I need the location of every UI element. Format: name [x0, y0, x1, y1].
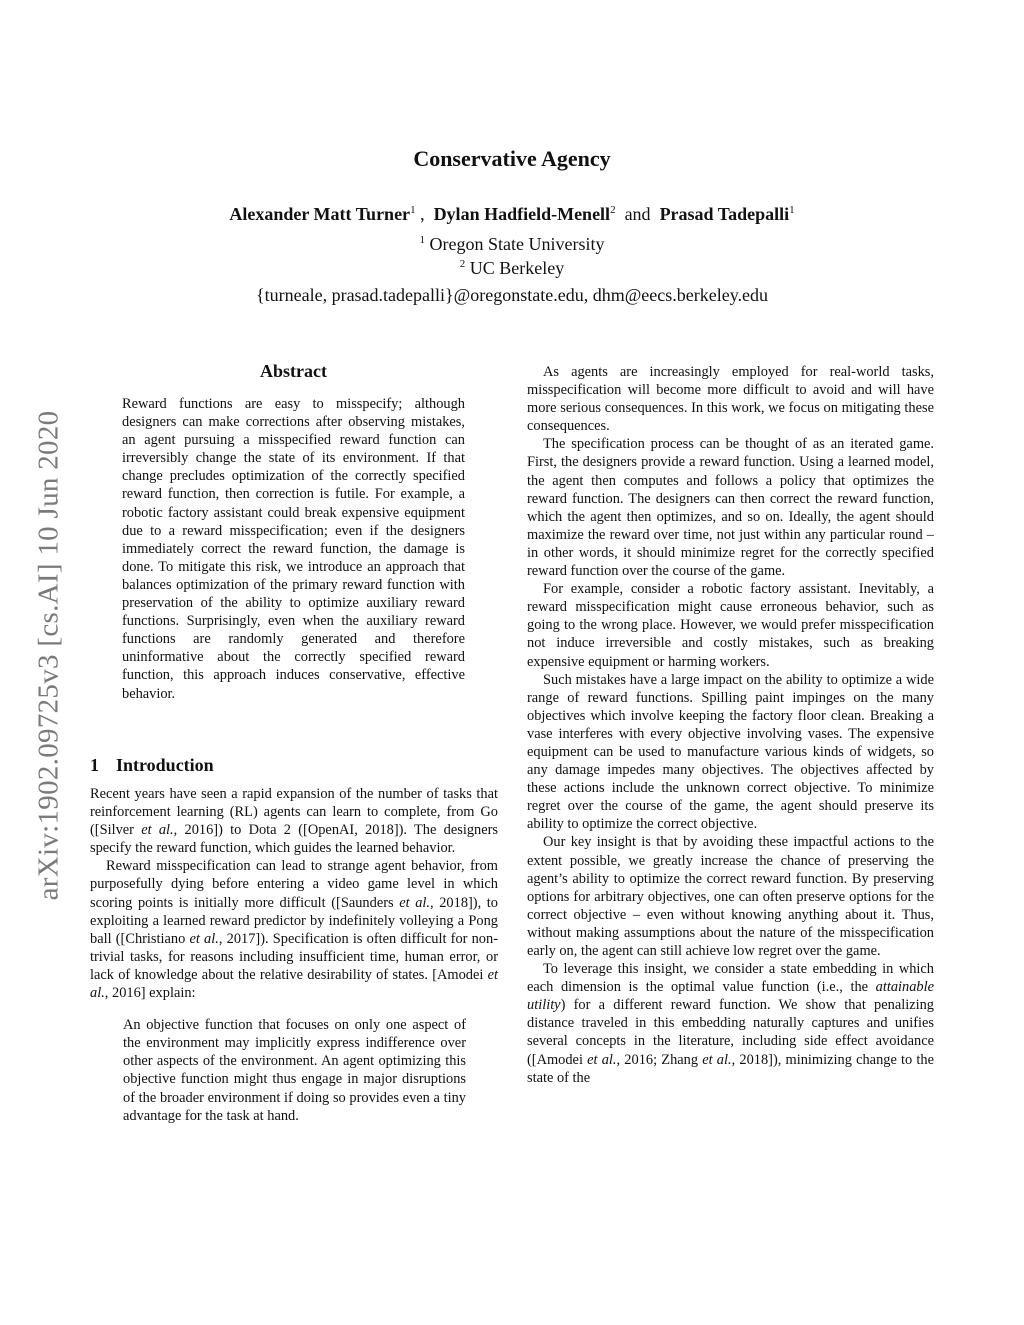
text-run-italic: et al. — [141, 822, 174, 839]
affiliation-line — [0, 234, 1024, 255]
text-run: , 2017]). Specification is often difficult for non-trivial tasks, for reasons including insufficient time, human error, or lack of knowledge about the relative desirability of states. [Amodei — [90, 930, 498, 983]
intro-paragraph-5: For example, consider a robotic factory assistant. Inevitably, a reward misspecification might cause erroneous behavior, such as going to the wrong place. However, we would prefer misspecification not induce irreversible and costly mistakes, such as breaking expensive equipment or harming workers. — [527, 581, 934, 670]
text-run: ) for a different reward function. We show that penalizing distance traveled in this embedding naturally captures and unifies several concepts in the literature, including side effect avoidance ([Amodei — [527, 997, 934, 1068]
abstract-heading: Abstract — [260, 361, 327, 381]
author-name: Prasad Tadepalli — [659, 204, 790, 224]
text-run-italic: attainable utility — [527, 979, 934, 1014]
arxiv-identifier-stamp — [20, 365, 78, 945]
text-run: Recent years have seen a rapid expansion of the number of tasks that reinforcement learning (RL) agents can learn to complete, from Go ([Silver — [90, 786, 498, 839]
text-run: , 2016] explain: — [104, 985, 196, 1002]
abstract-text: Reward functions are easy to misspecify; although designers can make corrections after observing mistakes, an agent pursuing a misspecified reward function can irreversibly change the state of its environment. If that change precludes optimization of the correctly specified reward function, then correction is futile. For example, a robotic factory assistant could break expensive equipment due to a reward misspecification; even if the designers immediately correct the reward function, the damage is done. To mitigate this risk, we introduce an approach that balances optimization of the primary reward function with preservation of the ability to optimize auxiliary reward functions. Surprisingly, even when the auxiliary reward functions are randomly generated and therefore uninformative about the correctly specified reward function, this approach induces conservative, effective behavior. — [122, 396, 465, 702]
author-line — [0, 204, 1024, 225]
intro-paragraph-8 — [527, 960, 934, 1087]
author-affiliation-mark: 1 — [789, 204, 795, 216]
affiliation-name: Oregon State University — [429, 234, 605, 254]
text-run: , 2016; Zhang — [616, 1051, 703, 1068]
left-column-body — [90, 785, 498, 1125]
author-emails: {turneale, prasad.tadepalli}@oregonstate.edu, dhm@eecs.berkeley.edu — [255, 285, 769, 305]
intro-paragraph-2 — [90, 857, 498, 1002]
arxiv-identifier-text: arXiv:1902.09725v3 [cs.AI] 10 Jun 2020 — [32, 410, 65, 900]
intro-paragraph-1 — [90, 785, 498, 857]
affiliation-number: 1 — [419, 234, 426, 246]
paper-title: Conservative Agency — [413, 146, 611, 171]
right-column-body — [527, 363, 934, 1087]
intro-paragraph-6: Such mistakes have a large impact on the ability to optimize a wide range of reward functions. Spilling paint impinges on the many objectives which involve keeping the factory floor clean. Breaking a vase interferes with every objective involving vases. The expensive equipment can be used to manufacture various kinds of widgets, so any damage impedes many objectives. The objectives affected by these actions include the unknown correct objective. To minimize regret over the course of the game, the agent should preserve its ability to optimize the correct objective. — [527, 671, 934, 833]
author-affiliation-mark: 1 — [410, 204, 416, 216]
text-run-italic: et al. — [90, 966, 498, 1002]
text-run-italic: et al. — [702, 1051, 732, 1068]
text-run-italic: et al. — [189, 930, 219, 947]
affiliation-line — [0, 258, 1024, 279]
text-run-italic: et al. — [399, 894, 431, 911]
author-affiliation-mark: 2 — [610, 204, 616, 216]
section-heading-introduction — [90, 755, 498, 776]
section-number: 1 — [90, 755, 99, 775]
block-quote: An objective function that focuses on only one aspect of the environment may implicitly express indifference over other aspects of the environment. An agent optimizing this objective function might thus engage in major disruptions of the broader environment if doing so provides even a tiny advantage for the task at hand. — [123, 1017, 466, 1124]
text-run: , 2018]), to exploiting a learned reward predictor by indefinitely volleying a Pong ball ([Christiano — [90, 894, 498, 947]
section-title: Introduction — [116, 755, 214, 775]
author-separator: , — [420, 204, 425, 224]
affiliation-name: UC Berkeley — [469, 258, 565, 278]
intro-paragraph-3: As agents are increasingly employed for real-world tasks, misspecification will become more difficult to avoid and will have more serious consequences. In this work, we focus on mitigating these consequences. — [527, 364, 934, 435]
text-run: Reward misspecification can lead to strange agent behavior, from purposefully dying before entering a video game level in which scoring points is initially more difficult ([Saunders — [90, 858, 498, 911]
text-run-italic: et al. — [587, 1051, 617, 1068]
text-run: , 2016]) to Dota 2 ([OpenAI, 2018]). The designers specify the reward function, which guides the learned behavior. — [90, 822, 498, 857]
author-name: Alexander Matt Turner — [229, 204, 411, 224]
author-conjunction: and — [624, 204, 651, 224]
text-run: , 2018]), minimizing change to the state of the — [527, 1051, 934, 1086]
affiliation-number: 2 — [459, 258, 466, 270]
intro-paragraph-7: Our key insight is that by avoiding these impactful actions to the extent possible, we greatly increase the chance of preserving the agent’s ability to optimize the correct reward function. By preserving options for arbitrary objectives, one can often preserve options for the correct objective – even without knowing anything about it. Thus, without making assumptions about the nature of the misspecification early on, the agent can still achieve low regret over the game. — [527, 834, 934, 959]
text-run: To leverage this insight, we consider a state embedding in which each dimension is the optimal value function (i.e., the — [527, 961, 934, 996]
intro-paragraph-4: The specification process can be thought of as an iterated game. First, the designers provide a reward function. Using a learned model, the agent then computes and follows a policy that optimizes the reward function. The designers can then correct the reward function, which the agent then optimizes, and so on. Ideally, the agent should maximize the reward over time, not just within any particular round – in other words, it should minimize regret for the correctly specified reward function over the course of the game. — [527, 436, 934, 580]
author-name: Dylan Hadfield-Menell — [433, 204, 611, 224]
